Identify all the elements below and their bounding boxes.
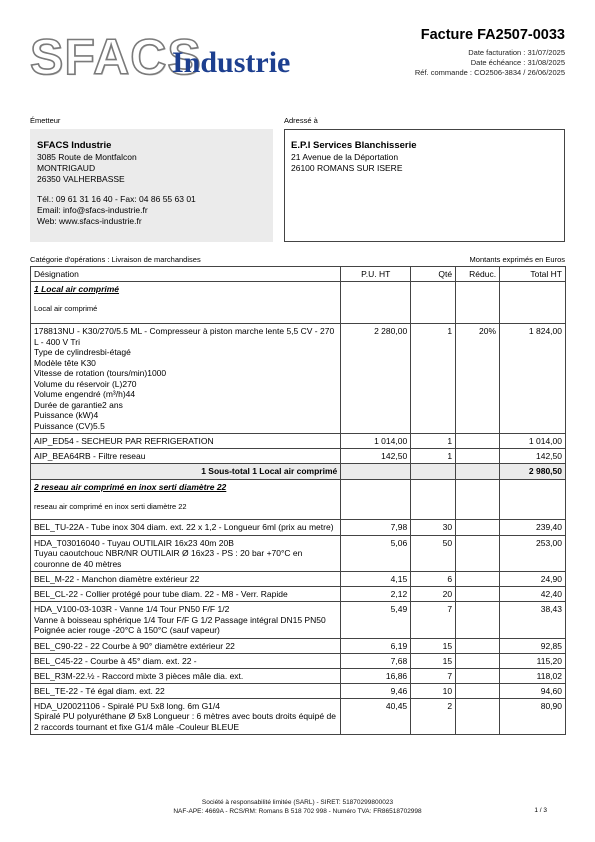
- item-total: 239,40: [500, 520, 566, 536]
- table-row: [31, 434, 566, 449]
- item-qty: 10: [411, 683, 456, 698]
- item-reduc: [456, 449, 500, 464]
- item-reduc: [456, 653, 500, 668]
- item-line: HDA_V100-03-103R - Vanne 1/4 Tour PN50 F/F 1/2: [34, 604, 230, 614]
- item-total: 24,90: [500, 572, 566, 587]
- item-line: Vitesse de rotation (tours/min)1000: [34, 368, 167, 378]
- item-total: 142,50: [500, 449, 566, 464]
- table-row: [31, 572, 566, 587]
- item-line: Volume du réservoir (L)270: [34, 378, 137, 389]
- table-row: [31, 324, 566, 434]
- item-designation: BEL_CL-22 - Collier protégé pour tube diam. 22 - M8 - Verr. Rapide: [31, 587, 341, 602]
- item-qty: 15: [411, 653, 456, 668]
- footer-legal-line: Société à responsabilité limitée (SARL) - SIRET: 51870299800023: [201, 799, 394, 806]
- item-pu: 2 280,00: [341, 324, 411, 434]
- item-pu: 4,15: [341, 572, 411, 587]
- item-pu: 16,86: [341, 668, 411, 683]
- amounts-note: Montants exprimés en Euros: [469, 255, 565, 264]
- table-row: [31, 520, 566, 536]
- item-designation: [31, 602, 341, 639]
- item-line: Volume engendré (m³/h)44: [34, 389, 136, 399]
- date-echeance: Date échéance : 31/08/2025: [470, 58, 565, 67]
- issuer-address-line: 26350 VALHERBASSE: [37, 174, 125, 184]
- item-designation: AIP_ED54 - SECHEUR PAR REFRIGERATION: [31, 434, 341, 449]
- item-qty: 20: [411, 587, 456, 602]
- table-row: [31, 653, 566, 668]
- item-total: 118,02: [500, 668, 566, 683]
- item-reduc: [456, 602, 500, 639]
- header-designation: Désignation: [31, 267, 341, 282]
- table-row: [31, 587, 566, 602]
- item-line: Poignée acier rouge -20°C à 150°C (sauf vapeur): [34, 625, 220, 635]
- item-designation: BEL_TU-22A - Tube inox 304 diam. ext. 22 x 1,2 - Longueur 6ml (prix au metre): [31, 520, 341, 536]
- item-qty: 7: [411, 668, 456, 683]
- item-line: HDA_T03016040 - Tuyau OUTILAIR 16x23 40m 20B: [34, 537, 234, 548]
- logo-industrie-text: Industrie: [172, 46, 291, 79]
- item-line: Durée de garantie2 ans: [34, 399, 123, 410]
- item-qty: 1: [411, 449, 456, 464]
- item-total: 1 824,00: [500, 324, 566, 434]
- item-total: 94,60: [500, 683, 566, 698]
- item-designation: BEL_C45-22 - Courbe à 45° diam. ext. 22 -: [31, 653, 341, 668]
- item-qty: 1: [411, 434, 456, 449]
- issuer-email[interactable]: Email: info@sfacs-industrie.fr: [37, 205, 148, 215]
- subtotal-total: 2 980,50: [500, 464, 566, 480]
- item-pu: 142,50: [341, 449, 411, 464]
- item-designation: BEL_C90-22 - 22 Courbe à 90° diamètre extérieur 22: [31, 638, 341, 653]
- header-qty: Qté: [411, 267, 456, 282]
- item-pu: 2,12: [341, 587, 411, 602]
- section-subtitle: reseau air comprimé en inox serti diamètre 22: [34, 502, 187, 511]
- page-number: 1 / 3: [534, 807, 547, 814]
- item-reduc: [456, 668, 500, 683]
- item-designation: [31, 698, 341, 735]
- item-reduc: [456, 698, 500, 735]
- item-qty: 50: [411, 535, 456, 572]
- table-row: [31, 449, 566, 464]
- table-row: [31, 602, 566, 639]
- item-line: Puissance (CV)5.5: [34, 420, 105, 431]
- section-row: [31, 282, 566, 324]
- item-line: Spiralé PU polyuréthane Ø 5x8 Longueur : 6 mètres avec bouts droits équipé de 2 raccords tournant et fixe G1/4 mâle -Couleur BLEUE: [34, 711, 336, 732]
- item-reduc: [456, 520, 500, 536]
- item-reduc: [456, 434, 500, 449]
- item-total: 92,85: [500, 638, 566, 653]
- item-total: 1 014,00: [500, 434, 566, 449]
- item-reduc: [456, 587, 500, 602]
- item-pu: 1 014,00: [341, 434, 411, 449]
- item-designation: [31, 324, 341, 434]
- item-line: 178813NU - K30/270/5.5 ML - Compresseur à piston marche lente 5,5 CV - 270 L - 400 V Tri: [34, 326, 335, 347]
- footer: [0, 798, 595, 816]
- subtotal-label: 1 Sous-total 1 Local air comprimé: [31, 464, 341, 480]
- item-total: 115,20: [500, 653, 566, 668]
- table-header-row: [31, 267, 566, 282]
- item-qty: 30: [411, 520, 456, 536]
- section-title: 2 reseau air comprimé en inox serti diamètre 22: [34, 482, 227, 492]
- section-subtitle: Local air comprimé: [34, 304, 98, 313]
- item-reduc: 20%: [456, 324, 500, 434]
- item-total: 80,90: [500, 698, 566, 735]
- logo-sfacs-text: SFACS: [30, 29, 202, 85]
- item-pu: 7,68: [341, 653, 411, 668]
- date-facturation: Date facturation : 31/07/2025: [468, 48, 565, 57]
- ref-commande: Réf. commande : CO2506-3834 / 26/06/2025: [414, 68, 565, 77]
- item-designation: BEL_TE-22 - Té égal diam. ext. 22: [31, 683, 341, 698]
- item-pu: 6,19: [341, 638, 411, 653]
- item-pu: 9,46: [341, 683, 411, 698]
- recipient-name: E.P.I Services Blanchisserie: [291, 140, 417, 151]
- recipient-box: [284, 129, 565, 242]
- item-reduc: [456, 535, 500, 572]
- recipient-address-line: 26100 ROMANS SUR ISERE: [291, 163, 403, 173]
- item-line: Tuyau caoutchouc NBR/NR OUTILAIR Ø 16x23 - PS : 20 bar +70°C en couronne de 40 mètres: [34, 548, 303, 569]
- item-line: Modèle tête K30: [34, 357, 96, 368]
- table-row: [31, 535, 566, 572]
- item-designation: AIP_BEA64RB - Filtre reseau: [31, 449, 341, 464]
- table-row: [31, 683, 566, 698]
- item-designation: BEL_R3M-22.½ - Raccord mixte 3 pièces mâle dia. ext.: [31, 668, 341, 683]
- items-table: [30, 266, 566, 735]
- recipient-address-line: 21 Avenue de la Déportation: [291, 152, 399, 162]
- issuer-address-line: 3085 Route de Montfalcon: [37, 152, 137, 162]
- item-pu: 7,98: [341, 520, 411, 536]
- recipient-label: Adressé à: [284, 116, 318, 125]
- header-total: Total HT: [500, 267, 566, 282]
- item-qty: 1: [411, 324, 456, 434]
- item-total: 253,00: [500, 535, 566, 572]
- table-row: [31, 698, 566, 735]
- item-line: Vanne à boisseau sphérique 1/4 Tour F/F G 1/2 Passage intégral DN15 PN50: [34, 614, 326, 625]
- item-pu: 5,06: [341, 535, 411, 572]
- invoice-title: Facture FA2507-0033: [420, 27, 565, 43]
- company-logo: [30, 29, 291, 86]
- item-pu: 40,45: [341, 698, 411, 735]
- item-reduc: [456, 638, 500, 653]
- item-qty: 6: [411, 572, 456, 587]
- item-total: 42,40: [500, 587, 566, 602]
- issuer-name: SFACS Industrie: [37, 140, 112, 151]
- operation-category: Catégorie d'opérations : Livraison de marchandises: [30, 255, 201, 264]
- header-reduc: Réduc.: [456, 267, 500, 282]
- issuer-address-line: MONTRIGAUD: [37, 163, 96, 173]
- subtotal-row: [31, 464, 566, 480]
- item-designation: [31, 535, 341, 572]
- item-reduc: [456, 683, 500, 698]
- section-title: 1 Local air comprimé: [34, 284, 120, 294]
- item-line: HDA_U20021106 - Spiralé PU 5x8 long. 6m G1/4: [34, 700, 220, 711]
- item-reduc: [456, 572, 500, 587]
- item-line: Puissance (kW)4: [34, 410, 99, 420]
- table-row: [31, 638, 566, 653]
- header-pu: P.U. HT: [341, 267, 411, 282]
- item-pu: 5,49: [341, 602, 411, 639]
- issuer-box: [30, 129, 273, 242]
- item-line: Type de cylindresbi-étagé: [34, 347, 131, 357]
- issuer-label: Émetteur: [30, 116, 61, 125]
- issuer-web[interactable]: Web: www.sfacs-industrie.fr: [37, 216, 142, 226]
- item-qty: 7: [411, 602, 456, 639]
- item-total: 38,43: [500, 602, 566, 639]
- item-designation: BEL_M-22 - Manchon diamètre extérieur 22: [31, 572, 341, 587]
- item-qty: 15: [411, 638, 456, 653]
- table-row: [31, 668, 566, 683]
- section-row: [31, 480, 566, 520]
- issuer-phone-fax: Tél.: 09 61 31 16 40 - Fax: 04 86 55 63 01: [37, 194, 196, 204]
- item-qty: 2: [411, 698, 456, 735]
- footer-registration-line: NAF-APE: 4669A - RCS/RM: Romans B 518 702 998 - Numéro TVA: FR86518702998: [173, 808, 422, 815]
